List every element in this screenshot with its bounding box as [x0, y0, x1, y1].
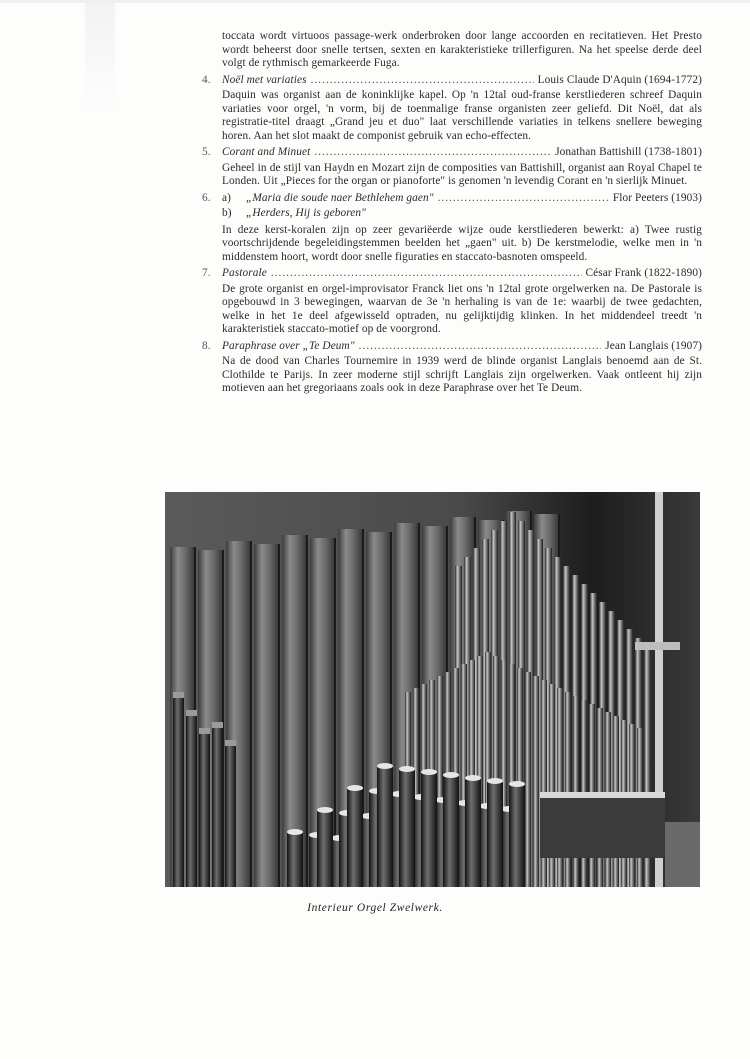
reed-pipe: [225, 740, 236, 887]
reed-pipe: [173, 692, 184, 887]
intro-paragraph: toccata wordt virtuoos passage-werk onderbroken door lange accoorden en recitatieven. Het Presto wordt beheerst door snelle tertsen, sexten en karakteristieke trillerfiguren. Na het speelse derde deel volgt de rythmisch gemarkeerde Fuga.: [222, 30, 702, 69]
composer: Louis Claude D'Aquin (1694-1772): [537, 73, 702, 86]
program-item: [202, 146, 702, 189]
composer: César Frank (1822-1890): [585, 267, 702, 279]
sub-label: b): [222, 207, 232, 219]
short-pipe: [421, 772, 437, 887]
composer: Flor Peeters (1903): [612, 191, 702, 204]
reed-pipe: [199, 728, 210, 887]
sub-label: a): [222, 191, 231, 204]
program-item: [202, 73, 702, 144]
pipe-top: [347, 785, 363, 791]
pipe-top: [399, 766, 415, 772]
pipe-top: [487, 778, 503, 784]
item-subheading: [222, 207, 702, 221]
piece-title: Noël met variaties: [222, 73, 307, 86]
pipe-top: [465, 775, 481, 781]
piece-title: Pastorale: [222, 267, 267, 279]
metal-pipe: [525, 672, 531, 887]
item-number: 6.: [202, 191, 211, 204]
program-item: [202, 267, 702, 337]
short-pipe: [465, 778, 481, 887]
item-number: 5.: [202, 146, 211, 158]
reed-pipe: [212, 722, 223, 887]
program-notes: [202, 30, 702, 396]
pipe-edge: [278, 544, 280, 887]
piece-title: Corant and Minuet: [222, 146, 311, 158]
program-item: [202, 339, 702, 396]
short-pipe: [509, 784, 525, 887]
pipe-top: [287, 829, 303, 835]
item-description: Daquin was organist aan de koninklijke kapel. Op 'n 12tal oud-franse kerstliederen schreef Daquin variaties voor orgel, 'n vorm, bij de toenmalige franse organisten zeer geliefd. Dit Noël, dat als registratie-titel draagt „Grand jeu et duo" laat verschillende variaties in telkens snellere beweging horen. Aan het slot maakt de componist gebruik van echo-effecten.: [222, 89, 702, 142]
pipe-cap: [173, 692, 184, 698]
leader-dots: [314, 146, 551, 160]
scan-artifact: [85, 0, 115, 110]
item-heading: [202, 146, 702, 160]
item-description: Geheel in de stijl van Haydn en Mozart zijn de composities van Battishill, organist aan Royal Chapel te Londen. Uit „Pieces for the organ or pianoforte" is genomen 'n levendig Corant en 'n sierlijk Minuet.: [222, 161, 702, 187]
pipe-top: [377, 763, 393, 769]
item-description: De grote organist en orgel-improvisator Franck liet ons 'n 12tal grote orgelwerken na. De Pastorale is opgebouwd in 3 bewegingen, waarvan de 3e 'n herhaling is van de 1e: waarbij de twee gedachten, welke in het 1e deel afgewisseld optraden, nu gelijktijdig klinken. In het middendeel treedt 'n karakteristiek staccato-motief op de voorgrond.: [222, 282, 702, 335]
item-description: In deze kerst-koralen zijn op zeer gevariëerde wijze oude kerstliederen bewerkt: a) Twee rustig voortschrijdende begeleidingstemmen beelden het „gaen" uit. b) De kerstmelodie, welke men in 'n middenstem hoort, wordt door snelle figuraties en staccato-basnoten omspeeld.: [222, 223, 702, 263]
item-heading: [202, 267, 702, 281]
item-number: 7.: [202, 267, 211, 279]
pipe-edge: [250, 541, 252, 887]
photo-caption: Interieur Orgel Zwelwerk.: [307, 902, 443, 914]
wooden-pipe: [254, 544, 280, 887]
pipe-cap: [199, 728, 210, 734]
leader-dots: [311, 74, 534, 88]
short-pipe: [443, 775, 459, 887]
item-number: 8.: [202, 339, 211, 352]
item-heading: [202, 191, 702, 206]
composer: Jonathan Battishill (1738-1801): [555, 146, 702, 158]
short-pipe: [287, 832, 303, 887]
metal-pipe: [533, 676, 539, 887]
organ-pipes-photo: [165, 492, 700, 887]
pipe-top: [443, 772, 459, 778]
scan-artifact: [0, 0, 750, 3]
metal-pipe: [573, 696, 579, 887]
item-heading: [202, 339, 702, 354]
short-pipe: [487, 781, 503, 887]
chest-board: [540, 792, 665, 798]
floor-board: [665, 822, 700, 887]
organ-pipes-illustration: [165, 492, 700, 887]
pipe-cap: [212, 722, 223, 728]
composer: Jean Langlais (1907): [605, 339, 702, 352]
piece-title: Paraphrase over „Te Deum": [222, 339, 355, 352]
pipe-top: [317, 807, 333, 813]
item-heading: [202, 73, 702, 88]
short-pipe: [399, 769, 415, 887]
short-pipe: [317, 810, 333, 887]
item-number: 4.: [202, 73, 211, 86]
piece-title: „Herders, Hij is geboren": [246, 207, 366, 219]
short-pipe: [377, 766, 393, 887]
pipe-top: [509, 781, 525, 787]
frame-beam: [635, 642, 680, 650]
pipe-top: [421, 769, 437, 775]
leader-dots: [271, 267, 582, 281]
leader-dots: [438, 192, 609, 206]
short-pipe: [347, 788, 363, 887]
item-description: Na de dood van Charles Tournemire in 1939 werd de blinde organist Langlais benoemd aan de St. Clothilde te Parijs. In zeer moderne stijl schrijft Langlais zijn orgelwerken. Vaak ontleent hij zijn motieven aan het gregoriaans zoals ook in deze Paraphrase over het Te Deum.: [222, 355, 702, 394]
pipe-cap: [225, 740, 236, 746]
pipe-cap: [186, 710, 197, 716]
program-item: [202, 191, 702, 265]
reed-pipe: [186, 710, 197, 887]
pipe-edge: [334, 538, 336, 887]
piece-title: „Maria die soude naer Bethlehem gaen": [246, 191, 434, 204]
pipe-edge: [306, 535, 308, 887]
leader-dots: [359, 340, 602, 354]
chest-side: [540, 798, 665, 858]
